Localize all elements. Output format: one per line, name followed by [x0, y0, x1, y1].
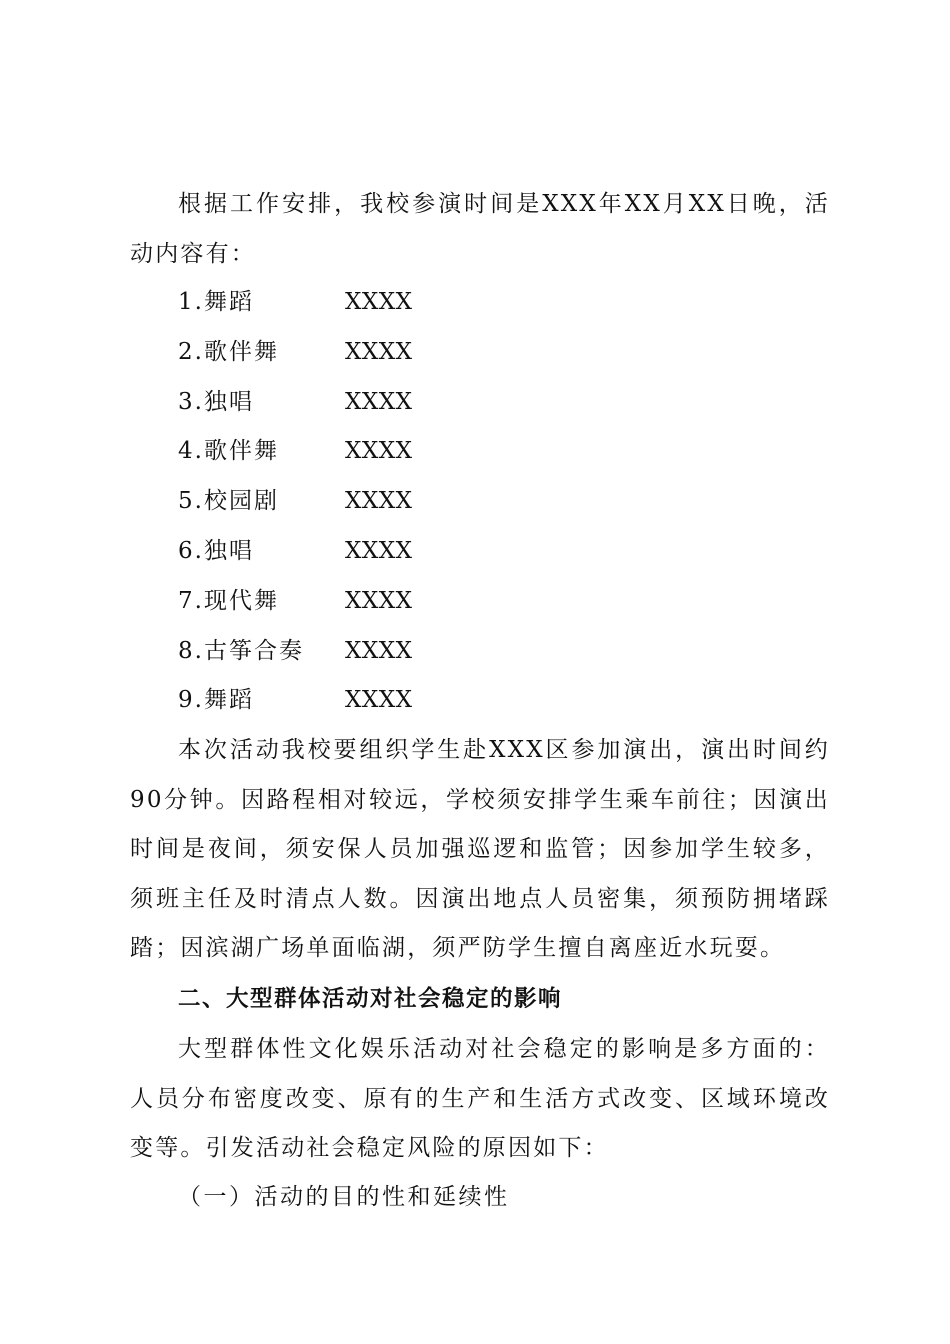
program-item-label: 5.校园剧 [178, 488, 279, 515]
program-item-value: XXXX [345, 289, 413, 315]
program-item-value: XXXX [345, 388, 413, 415]
program-list-item [178, 577, 578, 627]
program-list-item [178, 378, 578, 428]
program-item-value: XXXX [345, 637, 413, 664]
impact-paragraph: 大型群体性文化娱乐活动对社会稳定的影响是多方面的：人员分布密度改变、原有的生产和生活方式改变、区域环境改变等。引发活动社会稳定风险的原因如下： [130, 1036, 830, 1162]
program-list-item [178, 527, 578, 577]
program-item-label: 7.现代舞 [178, 587, 279, 614]
subsection-heading: （一）活动的目的性和延续性 [178, 1184, 510, 1210]
intro-paragraph: 根据工作安排，我校参演时间是XXX年XX月XX日晚，活动内容有： [130, 191, 830, 267]
program-item-label: 2.歌伴舞 [178, 338, 279, 365]
program-item-value: XXXX [345, 537, 413, 564]
program-list [178, 278, 578, 726]
program-item-value: XXXX [345, 488, 413, 515]
program-item-label: 3.独唱 [178, 388, 254, 415]
program-item-label: 9.舞蹈 [178, 687, 254, 714]
program-item-label: 8.古筝合奏 [178, 637, 304, 664]
program-list-item [178, 676, 578, 726]
program-item-value: XXXX [345, 438, 413, 465]
program-item-label: 1.舞蹈 [178, 289, 254, 315]
program-item-value: XXXX [345, 587, 413, 614]
program-list-item [178, 427, 578, 477]
program-item-value: XXXX [345, 687, 413, 714]
program-list-item [178, 627, 578, 677]
program-item-label: 6.独唱 [178, 537, 254, 564]
program-list-item [178, 328, 578, 378]
program-list-item [178, 477, 578, 527]
arrangement-paragraph: 本次活动我校要组织学生赴XXX区参加演出，演出时间约90分钟。因路程相对较远，学校须安排学生乘车前往；因演出时间是夜间，须安保人员加强巡逻和监管；因参加学生较多，须班主任及时清点人数。因演出地点人员密集，须预防拥堵踩踏；因滨湖广场单面临湖，须严防学生擅自离座近水玩耍。 [130, 737, 830, 962]
section-heading: 二、大型群体活动对社会稳定的影响 [178, 986, 563, 1012]
program-list-item [178, 278, 578, 328]
program-item-label: 4.歌伴舞 [178, 438, 279, 465]
program-item-value: XXXX [345, 338, 413, 365]
